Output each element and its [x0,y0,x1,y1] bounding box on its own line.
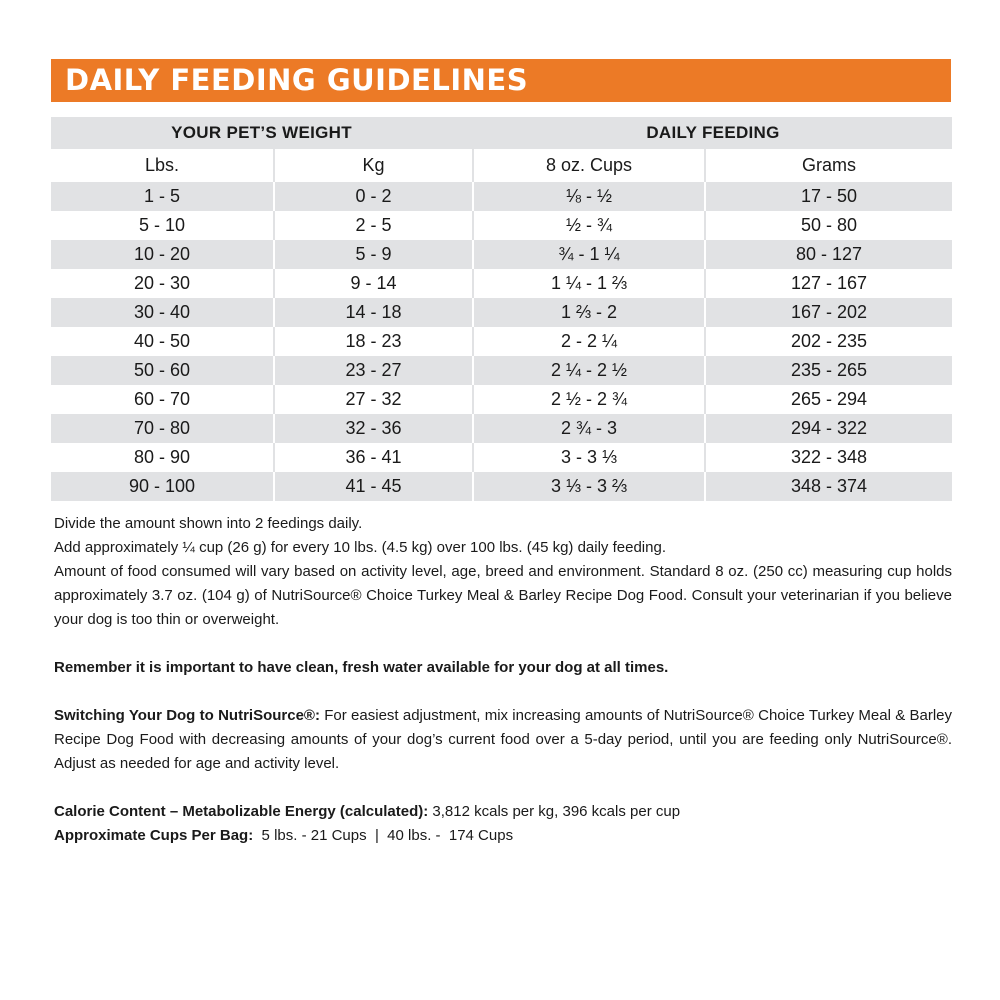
cell-cups: 1 ⅔ - 2 [473,298,705,327]
cell-lbs: 40 - 50 [51,327,274,356]
cell-grams: 127 - 167 [790,273,868,293]
note-amount: Amount of food consumed will vary based on activity level, age, breed and environment. Standard 8 oz. (250 cc) measuring cup holds approximately 3.7 oz. (104 g) of NutriSource® Choice Turkey Meal & Barley Recipe Dog Food. Consult your veterinarian if you believe your dog is too thin or overweight. [54,563,952,628]
cell-cups: ½ - ¾ [473,211,705,240]
table-row [51,414,952,443]
cell-grams: 202 - 235 [790,331,868,351]
cell-kg: 23 - 27 [274,356,473,385]
cell-cups: 2 ¼ - 2 ½ [473,356,705,385]
cell-grams: 17 - 50 [705,182,952,211]
feeding-group-header: DAILY FEEDING [473,117,952,149]
feeding-notes [54,512,952,848]
cell-cups: 2 ½ - 2 ¾ [473,385,705,414]
cell-cups: 2 ¾ - 3 [473,414,705,443]
cell-lbs: 90 - 100 [51,472,274,501]
switching-label: Switching Your Dog to NutriSource®: [54,707,320,724]
note-add: Add approximately ¼ cup (26 g) for every 10 lbs. (4.5 kg) over 100 lbs. (45 kg) daily feeding. [54,539,666,556]
cell-lbs: 20 - 30 [51,269,274,298]
cell-lbs: 70 - 80 [51,414,274,443]
column-header-row [51,149,952,182]
note-divide: Divide the amount shown into 2 feedings daily. [54,515,363,532]
calorie-label: Calorie Content – Metabolizable Energy (calculated): [54,803,429,820]
cell-kg: 0 - 2 [274,182,473,211]
cell-cups: 1 ¼ - 1 ⅔ [473,269,705,298]
cell-cups: ¾ - 1 ¼ [473,240,705,269]
cups-per-bag-text: 5 lbs. - 21 Cups | 40 lbs. - 174 Cups [253,827,514,844]
cell-grams: 50 - 80 [800,215,858,235]
note-water: Remember it is important to have clean, fresh water available for your dog at all times. [54,659,669,676]
note-cups-per-bag [54,824,952,848]
cell-grams: 265 - 294 [790,389,868,409]
group-header-row [51,117,952,149]
calorie-text: 3,812 kcals per kg, 396 kcals per cup [428,803,681,820]
cell-lbs: 80 - 90 [51,443,274,472]
cell-lbs: 10 - 20 [51,240,274,269]
cell-grams: 80 - 127 [705,240,952,269]
cell-kg: 32 - 36 [274,414,473,443]
cell-grams: 167 - 202 [705,298,952,327]
cell-cups: ⅛ - ½ [473,182,705,211]
cell-kg: 41 - 45 [274,472,473,501]
column-header-lbs: Lbs. [51,149,274,182]
note-switching [54,704,952,776]
weight-group-header: YOUR PET’S WEIGHT [51,117,473,149]
table-row [51,443,952,472]
cell-lbs: 5 - 10 [51,211,274,240]
cell-cups: 3 ⅓ - 3 ⅔ [473,472,705,501]
cell-cups: 2 - 2 ¼ [473,327,705,356]
cell-lbs: 1 - 5 [51,182,274,211]
cell-kg: 14 - 18 [274,298,473,327]
column-header-cups: 8 oz. Cups [473,149,705,182]
table-row [51,211,952,240]
table-row [51,356,952,385]
cell-grams: 235 - 265 [705,356,952,385]
table-row [51,472,952,501]
cell-lbs: 30 - 40 [51,298,274,327]
column-header-grams: Grams [802,155,856,175]
page-title: DAILY FEEDING GUIDELINES [51,59,951,102]
cell-lbs: 60 - 70 [51,385,274,414]
cell-kg: 36 - 41 [274,443,473,472]
cell-kg: 9 - 14 [274,269,473,298]
cell-grams: 294 - 322 [705,414,952,443]
cups-per-bag-label: Approximate Cups Per Bag: [54,827,254,844]
cell-kg: 5 - 9 [274,240,473,269]
cell-grams: 348 - 374 [705,472,952,501]
table-row [51,327,952,356]
table-row [51,182,952,211]
table-row [51,240,952,269]
feeding-table [51,117,952,501]
table-row [51,385,952,414]
note-calorie [54,800,952,824]
cell-kg: 27 - 32 [274,385,473,414]
cell-kg: 2 - 5 [274,211,473,240]
switching-text: For easiest adjustment, mix increasing amounts of NutriSource® Choice Turkey Meal & Barley Recipe Dog Food with decreasing amounts of your dog’s current food over a 5-day period, until you are feeding only NutriSource®. Adjust as needed for age and activity level. [54,707,953,772]
table-row [51,269,952,298]
column-header-kg: Kg [274,149,473,182]
cell-cups: 3 - 3 ⅓ [473,443,705,472]
table-row [51,298,952,327]
cell-grams: 322 - 348 [790,447,868,467]
cell-kg: 18 - 23 [274,327,473,356]
cell-lbs: 50 - 60 [51,356,274,385]
